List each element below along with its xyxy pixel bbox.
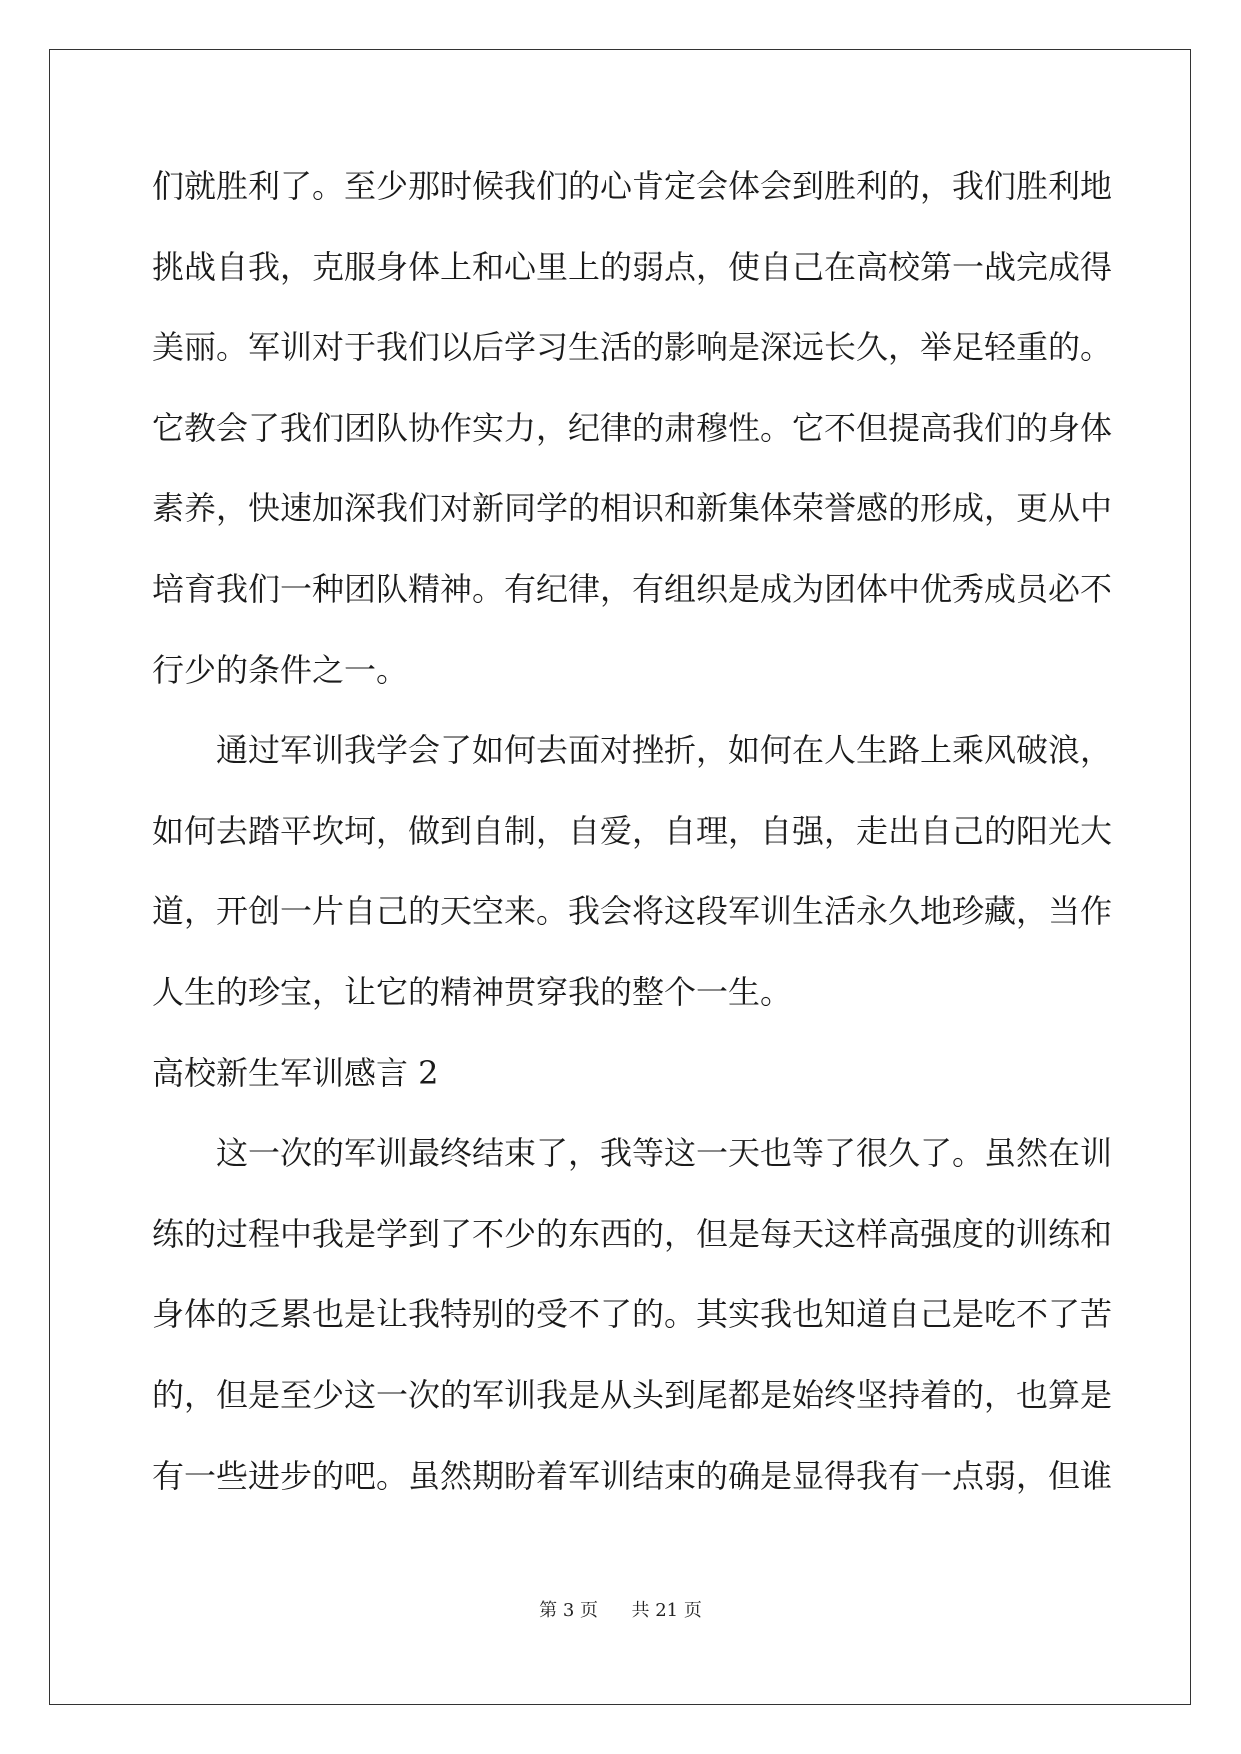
page-number: 第 3 页 (539, 1600, 599, 1621)
text-line: 它教会了我们团队协作实力，纪律的肃穆性。它不但提高我们的身体 (152, 408, 1113, 447)
text-line: 行少的条件之一。 (152, 650, 409, 689)
document-body (152, 160, 1113, 1530)
text-line: 人生的珍宝，让它的精神贯穿我的整个一生。 (152, 972, 793, 1011)
text-line: 通过军训我学会了如何去面对挫折，如何在人生路上乘风破浪， (216, 731, 1113, 770)
page-total: 共 21 页 (631, 1600, 702, 1621)
text-line: 这一次的军训最终结束了，我等这一天也等了很久了。虽然在训 (216, 1134, 1113, 1173)
text-line: 如何去踏平坎坷，做到自制，自爱，自理，自强，走出自己的阳光大 (152, 811, 1113, 850)
text-line: 的，但是至少这一次的军训我是从头到尾都是始终坚持着的，也算是 (152, 1375, 1113, 1414)
paragraph-1 (152, 160, 1113, 724)
section-heading: 高校新生军训感言 2 (152, 1053, 439, 1092)
text-line: 美丽。军训对于我们以后学习生活的影响是深远长久，举足轻重的。 (152, 328, 1113, 367)
text-line: 道，开创一片自己的天空来。我会将这段军训生活永久地珍藏，当作 (152, 892, 1113, 931)
text-line: 挑战自我，克服身体上和心里上的弱点，使自己在高校第一战完成得 (152, 247, 1113, 286)
text-line: 练的过程中我是学到了不少的东西的，但是每天这样高强度的训练和 (152, 1214, 1113, 1253)
text-line: 培育我们一种团队精神。有纪律，有组织是成为团体中优秀成员必不 (152, 569, 1113, 608)
text-line: 有一些进步的吧。虽然期盼着军训结束的确是显得我有一点弱，但谁 (152, 1456, 1113, 1495)
paragraph-3 (152, 1127, 1113, 1530)
text-line: 身体的乏累也是让我特别的受不了的。其实我也知道自己是吃不了苦 (152, 1295, 1113, 1334)
text-line: 素养，快速加深我们对新同学的相识和新集体荣誉感的形成，更从中 (152, 489, 1113, 528)
page-footer (0, 1596, 1241, 1622)
paragraph-2 (152, 724, 1113, 1046)
text-line: 们就胜利了。至少那时候我们的心肯定会体会到胜利的，我们胜利地 (152, 167, 1113, 205)
